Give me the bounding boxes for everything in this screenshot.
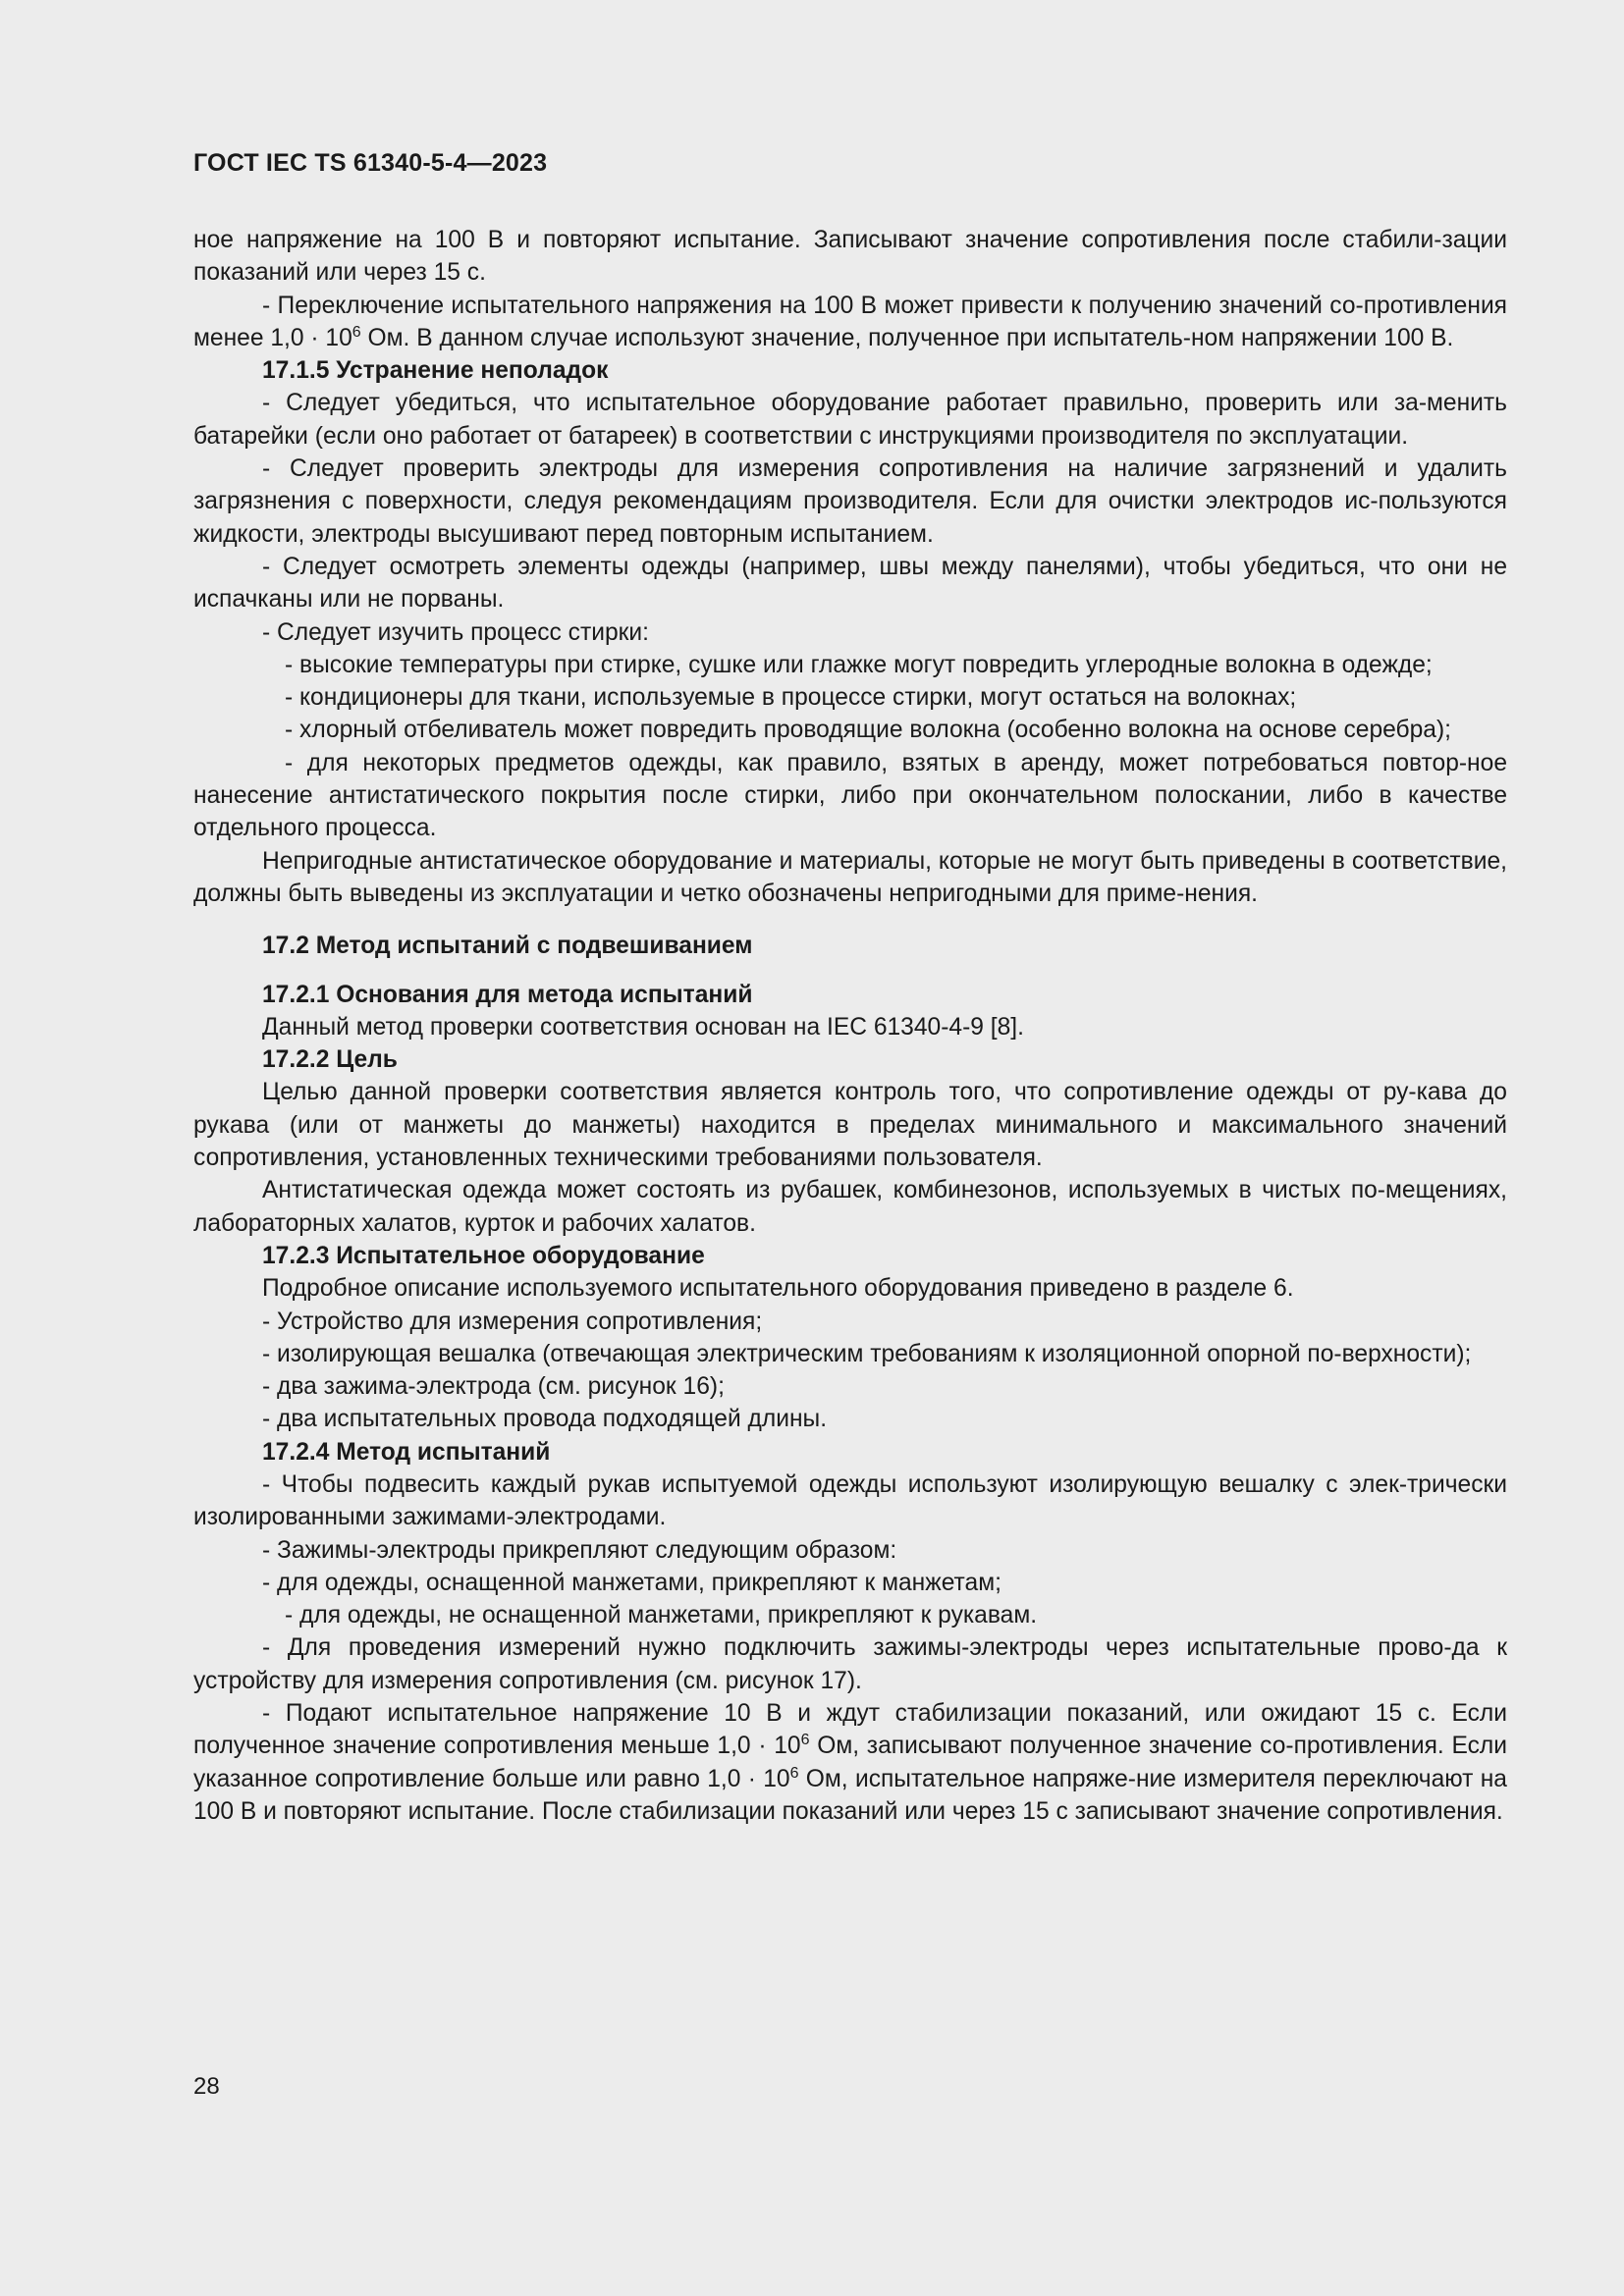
list-item: - Для проведения измерений нужно подключить зажимы-электроды через испытательные прово-да к устройству для измерения сопротивления (см. рисунок 17). bbox=[193, 1634, 1507, 1694]
section-heading-17-2: 17.2 Метод испытаний с подвешиванием bbox=[262, 933, 753, 960]
sub-list-item: - для некоторых предметов одежды, как правило, взятых в аренду, может потребоваться повтор-ное нанесение антистатического покрытия после стирки, либо при окончательном полоскании, либо в качестве отдельного процесса. bbox=[193, 749, 1507, 842]
list-item: - Следует проверить электроды для измерения сопротивления на наличие загрязнений и удалить загрязнения с поверхности, следуя рекомендациям производителя. Если для очистки электродов ис-пользуются жидкости, электроды высушивают перед повторным испытанием. bbox=[193, 455, 1507, 548]
body-text bbox=[193, 224, 1507, 1828]
list-item: - изолирующая вешалка (отвечающая электрическим требованиям к изоляционной опорной по-верхности); bbox=[262, 1340, 1472, 1367]
sub-list-item: - высокие температуры при стирке, сушке или глажке могут повредить углеродные волокна в одежде; bbox=[285, 651, 1433, 678]
section-heading-17-2-3: 17.2.3 Испытательное оборудование bbox=[262, 1242, 705, 1269]
sub-list-item: - хлорный отбеливатель может повредить проводящие волокна (особенно волокна на основе серебра); bbox=[285, 717, 1452, 744]
list-item: - Подают испытательное напряжение 10 В и ждут стабилизации показаний, или ожидают 15 с. Если полученное значение сопротивления меньше $1,0 \cdot 10^6$ Ом, записывают полученное значение со-противления. Если указанное сопротивление больше или равно $1,0 \cdot 10^6$ Ом, испытательное напряже-ние измерителя переключают на 100 В и повторяют испытание. После стабилизации показаний или через 15 с записывают значение сопротивления. bbox=[193, 1700, 1507, 1825]
list-item: - Следует убедиться, что испытательное оборудование работает правильно, проверить или за-менить батарейки (если оно работает от батареек) в соответствии с инструкциями производителя по эксплуатации. bbox=[193, 390, 1507, 450]
paragraph: ное напряжение на 100 В и повторяют испытание. Записывают значение сопротивления после стабили-зации показаний или через 15 с. bbox=[193, 227, 1507, 287]
paragraph: - Переключение испытательного напряжения на 100 В может привести к получению значений со-противления менее $1,0 \cdot 10^6$ Ом. В данном случае используют значение, полученное при испытатель-ном напряжении 100 В. bbox=[193, 292, 1507, 351]
paragraph: Непригодные антистатическое оборудование и материалы, которые не могут быть приведены в соответствие, должны быть выведены из эксплуатации и четко обозначены непригодными для приме-нения. bbox=[193, 847, 1507, 907]
section-heading-17-2-4: 17.2.4 Метод испытаний bbox=[262, 1438, 551, 1466]
paragraph: Целью данной проверки соответствия является контроль того, что сопротивление одежды от ру-кава до рукава (или от манжеты до манжеты) находится в пределах минимального и максимального значений сопротивления, установленных техническими требованиями пользователя. bbox=[193, 1079, 1507, 1172]
document-header: ГОСТ IEC TS 61340-5-4—2023 bbox=[193, 149, 548, 177]
list-item: - Устройство для измерения сопротивления; bbox=[262, 1308, 763, 1335]
list-item: - два зажима-электрода (см. рисунок 16); bbox=[262, 1373, 725, 1401]
page-number: 28 bbox=[193, 2073, 220, 2100]
section-heading-17-2-1: 17.2.1 Основания для метода испытаний bbox=[262, 981, 753, 1008]
sub-list-item: - кондиционеры для ткани, используемые в процессе стирки, могут остаться на волокнах; bbox=[285, 684, 1297, 712]
list-item: - Следует изучить процесс стирки: bbox=[262, 618, 649, 646]
sub-list-item: - для одежды, не оснащенной манжетами, прикрепляют к рукавам. bbox=[285, 1602, 1038, 1629]
section-heading-17-2-2: 17.2.2 Цель bbox=[262, 1046, 398, 1074]
paragraph: Данный метод проверки соответствия основан на IEC 61340-4-9 [8]. bbox=[262, 1013, 1024, 1041]
list-item: - Следует осмотреть элементы одежды (например, швы между панелями), чтобы убедиться, что они не испачканы или не порваны. bbox=[193, 553, 1507, 614]
list-item: - Зажимы-электроды прикрепляют следующим образом: bbox=[262, 1536, 897, 1564]
list-item: - Чтобы подвесить каждый рукав испытуемой одежды используют изолирующую вешалку с элек-трически изолированными зажимами-электродами. bbox=[193, 1470, 1507, 1531]
list-item: - для одежды, оснащенной манжетами, прикрепляют к манжетам; bbox=[262, 1569, 1001, 1596]
paragraph: Антистатическая одежда может состоять из рубашек, комбинезонов, используемых в чистых по-мещениях, лабораторных халатов, курток и рабочих халатов. bbox=[193, 1177, 1507, 1237]
paragraph: Подробное описание используемого испытательного оборудования приведено в разделе 6. bbox=[262, 1275, 1294, 1303]
list-item: - два испытательных провода подходящей длины. bbox=[262, 1406, 828, 1433]
section-heading-17-1-5: 17.1.5 Устранение неполадок bbox=[262, 357, 609, 385]
